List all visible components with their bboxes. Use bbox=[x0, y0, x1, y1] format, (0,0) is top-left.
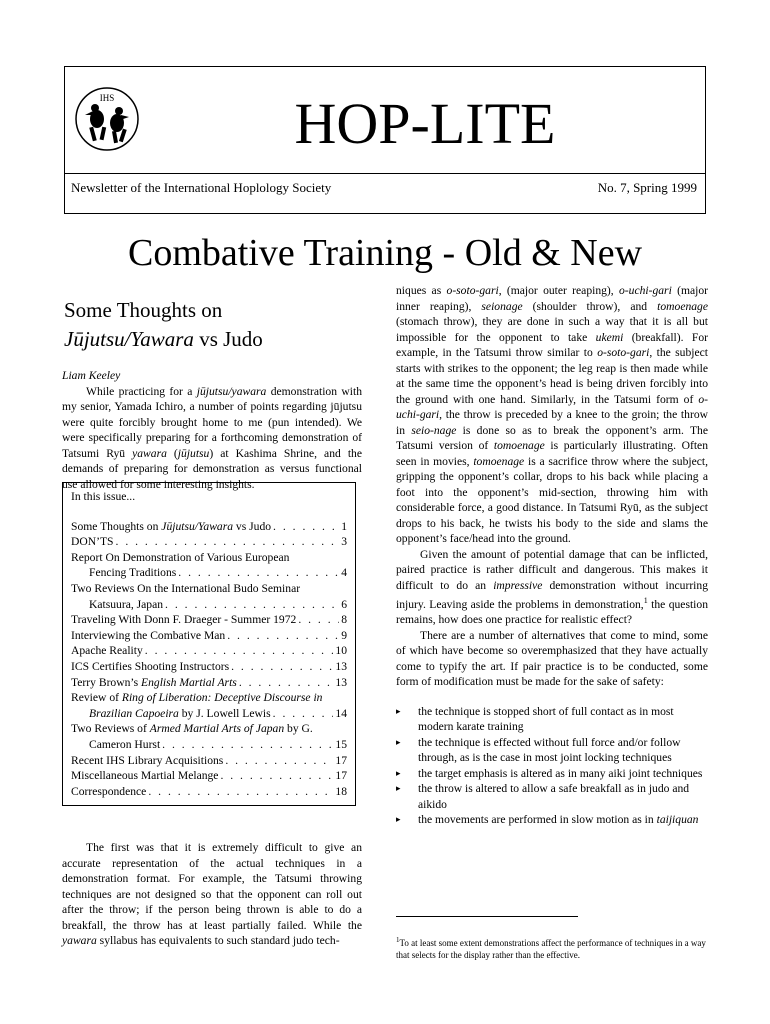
toc-entry[interactable]: DON’TS . . . 3 bbox=[71, 534, 347, 550]
toc-entry[interactable]: Two Reviews of Armed Martial Arts of Japan by G. bbox=[71, 722, 313, 736]
toc-entry[interactable]: Two Reviews On the International Budo Seminar bbox=[71, 581, 301, 595]
contents-box bbox=[62, 482, 356, 806]
list-item: ▸ the technique is stopped short of full contact as in most modern karate training bbox=[396, 704, 708, 735]
article-title-line1: Some Thoughts on bbox=[64, 298, 223, 322]
masthead-divider bbox=[65, 173, 705, 174]
toc-entry[interactable]: Terry Brown’s English Martial Arts . . . 13 bbox=[71, 675, 347, 691]
toc-entry[interactable]: Interviewing the Combative Man . . . 9 bbox=[71, 628, 347, 644]
toc-entry[interactable]: Traveling With Donn F. Draeger - Summer 1972 . . . 8 bbox=[71, 612, 347, 628]
article-title bbox=[64, 296, 362, 354]
left-column bbox=[62, 296, 362, 492]
toc-entry[interactable]: Some Thoughts on Jūjutsu/Yawara vs Judo . . . 1 bbox=[71, 519, 347, 535]
paragraph-2: The first was that it is extremely difficult to give an accurate representation of the actual techniques in a demonstration format. For example, the Tatsumi throwing techniques are not designed so that the opponent can roll out after the throw; if the person being thrown is able to do a breakfall, the throw has at least partially failed. While the yawara syllabus has equivalents to such standard judo tech- bbox=[62, 841, 362, 947]
footnote-divider bbox=[396, 916, 578, 917]
svg-text:IHS: IHS bbox=[99, 93, 115, 103]
toc-entry[interactable]: Correspondence . . . 18 bbox=[71, 784, 347, 800]
newsletter-title: HOP-LITE bbox=[294, 91, 556, 156]
paragraph-1: While practicing for a jūjutsu/yawara demonstration with my senior, Yamada Ichiro, a number of points regarding jūjutsu were quite forcibly brought home to me (pun intended). We were specifically preparing for a forthcoming demonstration of Tatsumi Ryū yawara (jūjutsu) at Kashima Shrine, and the demands of preparing for demonstration as versus functional use allowed for some interesting insights. bbox=[62, 384, 362, 491]
list-item: ▸ the movements are performed in slow motion as in taijiquan bbox=[396, 812, 708, 828]
paragraph-4: Given the amount of potential damage that can be inflicted, paired practice is rather difficult and dangerous. This makes it difficult to do an impressive demonstration without incurring injury. Leaving aside the problems in demonstration,$^1$ the question remains, how does one practice for realistic effect? bbox=[396, 547, 708, 627]
issue-number: No. 7, Spring 1999 bbox=[597, 180, 697, 195]
toc-entry[interactable]: Apache Reality . . . 10 bbox=[71, 643, 347, 659]
toc-entry-continued[interactable]: Katsuura, Japan . . . 6 bbox=[71, 597, 347, 613]
toc-entry[interactable]: Review of Ring of Liberation: Deceptive Discourse in bbox=[71, 691, 323, 705]
paragraph-3: niques as o-soto-gari, (major outer reaping), o-uchi-gari (major inner reaping), seionage (shoulder throw), and tomoenage (stomach throw), they are done in such a way that it is all but impossible for the opponent to take ukemi (breakfall). For example, in the Tatsumi throw similar to o-soto-gari, the subject starts with strikes to the opponent; the leg reap is then made while at the same time the opponent’s head is being driven forcibly into the ground with one hand. Similarly, in the Tatsumi form of o-uchi-gari, the throw is preceded by a knee to the groin; the throw in seio-nage is done so as to break the opponent’s arm. The Tatsumi version of tomoenage is particularly illustrating. Often seen in movies, tomoenage is a sacrifice throw where the subject, gripping the opponent’s collar, drops to his back while placing a foot into the opponent’s mid-section, throwing him with considerable force, a good distance. In Tatsumi Ryū, as the subject drops to his back, he twists his body to the side and slams the opponent’s face/head into the ground. bbox=[396, 284, 709, 545]
newsletter-subtitle: Newsletter of the International Hoplology Society bbox=[71, 180, 332, 195]
list-item: ▸ the technique is effected without full force and/or follow through, as is the case in most joint locking techniques bbox=[396, 735, 708, 766]
toc-entry-continued[interactable]: Brazilian Capoeira by J. Lowell Lewis . . . 14 bbox=[71, 706, 347, 722]
masthead bbox=[64, 66, 706, 214]
toc-entry[interactable]: Report On Demonstration of Various European bbox=[71, 550, 290, 564]
article-title-rest: vs Judo bbox=[193, 327, 263, 351]
right-column bbox=[396, 283, 708, 828]
toc-entry[interactable]: Recent IHS Library Acquisitions . . . 17 bbox=[71, 753, 347, 769]
toc-entry-continued[interactable]: Fencing Traditions . . . 4 bbox=[71, 565, 347, 581]
toc-entry[interactable]: Miscellaneous Martial Melange . . . 17 bbox=[71, 768, 347, 784]
list-item: ▸ the target emphasis is altered as in many aiki joint techniques bbox=[396, 766, 708, 782]
footnote-ref[interactable]: 1 bbox=[643, 596, 648, 605]
left-column-bottom bbox=[62, 840, 362, 949]
page-title: Combative Training - Old & New bbox=[127, 232, 643, 274]
bullet-list bbox=[396, 704, 708, 828]
article-title-italic: Jūjutsu/Yawara bbox=[64, 327, 194, 351]
contents-heading: In this issue... bbox=[71, 490, 136, 503]
author: Liam Keeley bbox=[62, 369, 121, 382]
paragraph-5: There are a number of alternatives that come to mind, some of which have become so overemphasized that they have actually come to typify the art. If pair practice is to be conducted, some form of modification must be made for the sake of safety: bbox=[396, 628, 708, 689]
toc-entry[interactable]: ICS Certifies Shooting Instructors . . . 13 bbox=[71, 659, 347, 675]
list-item: ▸ the throw is altered to allow a safe breakfall as in judo and aikido bbox=[396, 781, 708, 812]
footnote: $^1$To at least some extent demonstrations affect the performance of techniques in a way that selects for the display rather than the effective. bbox=[396, 936, 706, 960]
toc-entry-continued[interactable]: Cameron Hurst . . . 15 bbox=[71, 737, 347, 753]
